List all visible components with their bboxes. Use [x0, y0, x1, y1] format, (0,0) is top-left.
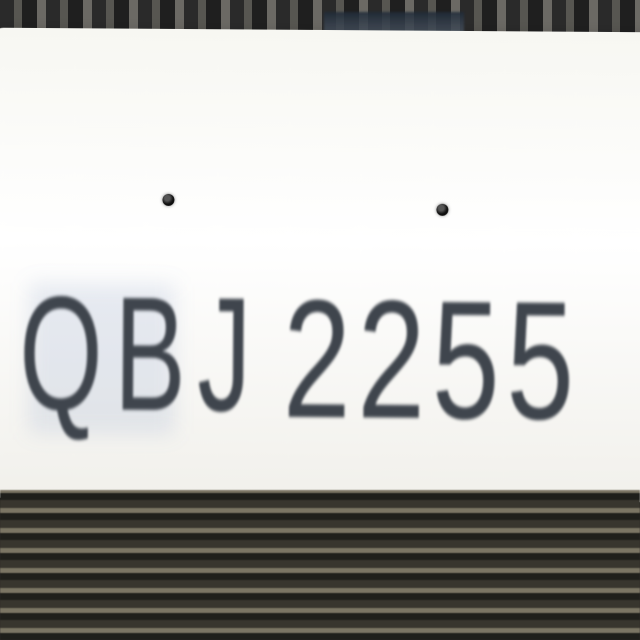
- plate-series-text: QBJ: [18, 262, 264, 446]
- plate-number-text: 2255: [282, 264, 582, 455]
- left-bolt-icon: [162, 194, 174, 206]
- front-grille: [0, 490, 640, 640]
- right-bolt-icon: [436, 204, 448, 216]
- license-plate: [0, 28, 640, 503]
